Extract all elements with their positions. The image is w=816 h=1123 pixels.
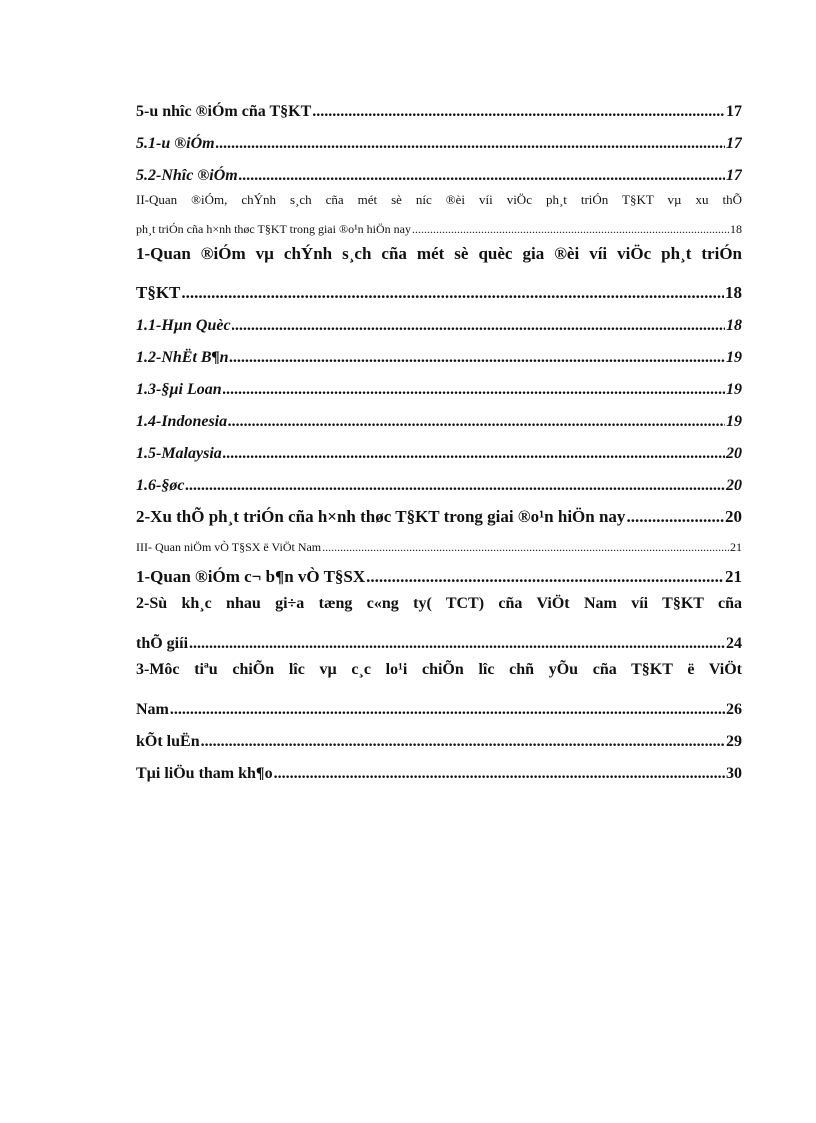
toc-page-number: 18	[730, 222, 742, 236]
toc-entry[interactable]	[136, 431, 742, 463]
toc-page-number: 20	[725, 507, 742, 526]
toc-entry-title: 1.1-Hµn Quèc	[136, 317, 231, 334]
toc-leader-dots	[223, 445, 725, 463]
toc-entry-title-line2: thÕ giíi	[136, 635, 189, 652]
toc-entry[interactable]	[136, 527, 742, 555]
toc-entry[interactable]	[136, 121, 742, 153]
toc-leader-dots	[216, 135, 725, 153]
toc-leader-dots	[228, 413, 725, 431]
toc-page-number: 17	[726, 167, 742, 184]
toc-entry-title: 1.4-Indonesia	[136, 413, 228, 430]
toc-page-number: 19	[726, 349, 742, 366]
toc-page-number: 18	[725, 283, 742, 302]
toc-page-number: 24	[726, 635, 742, 652]
toc-entry-title-line1: 3-Môc tiªu chiÕn lîc vµ c¸c lo¹i chiÕn lîc chñ yÕu cña T§KT ë ViÖt	[136, 661, 742, 678]
toc-entry-title: 2-Xu thÕ ph¸t triÓn cña h×nh thøc T§KT trong giai ®o¹n hiÖn nay	[136, 507, 626, 526]
toc-entry-title: 1-Quan ®iÓm c¬ b¶n vÒ T§SX	[136, 567, 366, 586]
toc-entry-title: 5.2-Nhîc ®iÓm	[136, 167, 238, 184]
toc-entry-line2	[136, 215, 742, 237]
toc-page-number: 20	[726, 445, 742, 462]
toc-entry-title: 5.1-u ®iÓm	[136, 135, 215, 152]
toc-page-number: 19	[726, 381, 742, 398]
toc-page-number: 21	[730, 540, 742, 554]
toc-page-number: 21	[725, 567, 742, 586]
toc-entry[interactable]	[136, 367, 742, 399]
toc-entry-title: 1.3-§µi Loan	[136, 381, 222, 398]
toc-entry[interactable]	[136, 587, 742, 653]
toc-entry-title: 1.2-NhËt B¶n	[136, 349, 229, 366]
table-of-contents	[136, 89, 742, 783]
toc-entry[interactable]	[136, 719, 742, 751]
toc-leader-dots	[366, 567, 724, 587]
toc-entry-line2	[136, 271, 742, 303]
toc-leader-dots	[232, 317, 725, 335]
toc-entry-title-line1: 2-Sù kh¸c nhau gi÷a tæng c«ng ty( TCT) cña ViÖt Nam víi T§KT cña	[136, 595, 742, 612]
toc-entry-title-line2: T§KT	[136, 283, 181, 302]
toc-leader-dots	[181, 283, 724, 303]
toc-leader-dots	[322, 540, 729, 555]
toc-page-number: 29	[726, 733, 742, 750]
toc-page-number: 17	[726, 135, 742, 152]
toc-leader-dots	[229, 349, 725, 367]
toc-entry[interactable]	[136, 555, 742, 587]
toc-entry-title: kÕt luËn	[136, 733, 200, 750]
toc-leader-dots	[223, 381, 725, 399]
toc-leader-dots	[189, 635, 725, 653]
toc-page-number: 18	[726, 317, 742, 334]
toc-entry-title: III- Quan niÖm vÒ T§SX ë ViÖt Nam	[136, 540, 322, 554]
toc-entry-title-line1: 1-Quan ®iÓm vµ chÝnh s¸ch cña mét sè quèc gia ®èi víi viÖc ph¸t triÓn	[136, 244, 742, 263]
toc-leader-dots	[412, 222, 729, 237]
toc-entry[interactable]	[136, 89, 742, 121]
toc-entry-title: 1.6-§øc	[136, 477, 185, 494]
toc-entry-title: Tµi liÖu tham kh¶o	[136, 765, 273, 782]
toc-entry-title-line2: Nam	[136, 701, 169, 718]
toc-entry[interactable]	[136, 303, 742, 335]
toc-entry[interactable]	[136, 751, 742, 783]
toc-leader-dots	[626, 507, 724, 527]
toc-leader-dots	[239, 167, 725, 185]
toc-leader-dots	[185, 477, 725, 495]
toc-page-number: 20	[726, 477, 742, 494]
toc-page-number: 19	[726, 413, 742, 430]
toc-leader-dots	[312, 103, 725, 121]
toc-leader-dots	[274, 765, 725, 783]
toc-leader-dots	[201, 733, 725, 751]
toc-entry-title-line1: II-Quan ®iÓm, chÝnh s¸ch cña mét sè níc ®èi víi viÖc ph¸t triÓn T§KT vµ xu thÕ	[136, 192, 742, 207]
toc-entry[interactable]	[136, 399, 742, 431]
toc-entry[interactable]	[136, 335, 742, 367]
toc-page-number: 26	[726, 701, 742, 718]
toc-entry[interactable]	[136, 237, 742, 303]
toc-leader-dots	[170, 701, 725, 719]
toc-entry[interactable]	[136, 495, 742, 527]
toc-entry-title: 5-u nhîc ®iÓm cña T§KT	[136, 103, 312, 120]
toc-page-number: 17	[726, 103, 742, 120]
toc-entry[interactable]	[136, 185, 742, 237]
toc-entry[interactable]	[136, 653, 742, 719]
toc-entry-line2	[136, 621, 742, 653]
toc-entry-title: 1.5-Malaysia	[136, 445, 222, 462]
toc-entry-line2	[136, 687, 742, 719]
toc-entry[interactable]	[136, 463, 742, 495]
toc-entry[interactable]	[136, 153, 742, 185]
toc-entry-title-line2: ph¸t triÓn cña h×nh thøc T§KT trong giai ®o¹n hiÖn nay	[136, 222, 411, 236]
toc-page-number: 30	[726, 765, 742, 782]
